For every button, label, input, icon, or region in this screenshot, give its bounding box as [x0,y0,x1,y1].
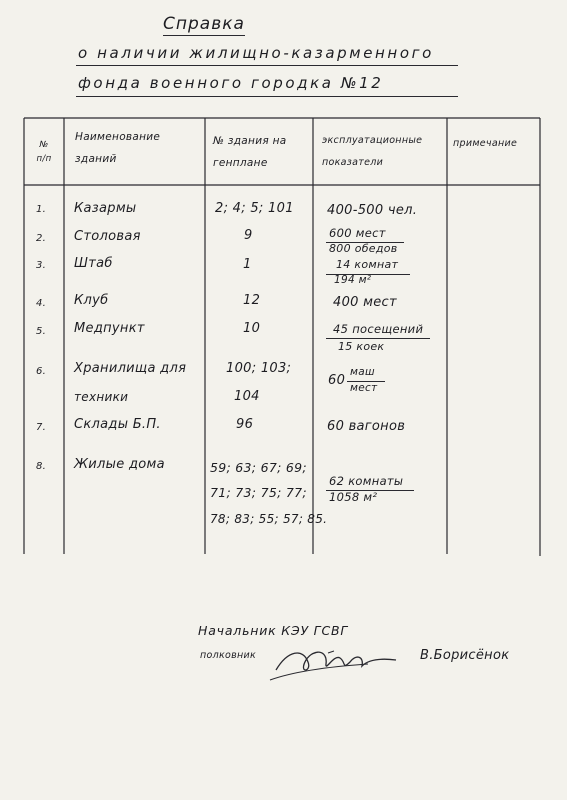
row-5-building: 10 [243,321,261,336]
document-title: Справка [163,14,245,34]
signatory-rank: полковник [200,650,257,661]
row-8-building-line3: 78; 83; 55; 57; 85. [210,512,328,526]
row-8-operations-bottom: 1058 м² [329,490,378,504]
row-3-number: 3. [36,260,47,271]
column-header-number [30,138,58,166]
row-6-operations-number: 60 [328,373,346,388]
column-header-notes: примечание [453,138,518,149]
signatory-name: В.Борисёнок [420,648,510,663]
column-header-operations-line1: эксплуатационные [322,135,423,146]
handwritten-signature [268,640,408,685]
column-header-name [75,126,160,170]
column-header-operations [322,130,422,174]
row-6-building-line1: 100; 103; [226,361,292,376]
row-1-number: 1. [36,204,47,215]
row-4-building: 12 [243,293,261,308]
column-header-operations-line2: показатели [322,157,384,168]
row-8-name: Жилые дома [74,457,165,472]
row-4-number: 4. [36,298,47,309]
row-7-name: Склады Б.П. [74,417,161,432]
row-5-number: 5. [36,326,47,337]
row-8-building-line2: 71; 73; 75; 77; [210,485,307,500]
row-7-number: 7. [36,422,47,433]
row-4-operations: 400 мест [333,295,397,310]
row-3-operations-bottom: 194 м² [334,274,372,286]
row-3-name: Штаб [74,256,113,271]
row-1-name: Казармы [74,201,137,216]
row-6-name-line2: техники [74,390,129,404]
column-header-name-line1: Наименование [75,131,161,143]
row-7-building: 96 [236,417,254,432]
column-header-name-line2: зданий [75,153,117,165]
row-5-operations-divider [326,338,430,339]
column-header-number-top: № [39,140,49,150]
row-3-operations-top: 14 комнат [336,258,399,271]
row-7-operations: 60 вагонов [327,419,406,434]
row-1-operations: 400-500 чел. [327,203,418,218]
row-8-operations-top: 62 комнаты [329,474,404,488]
document-subtitle-line-2: фонда военного городка №12 [78,74,384,92]
row-6-building-line2: 104 [234,389,260,404]
row-2-name: Столовая [74,229,141,244]
row-2-operations-bottom: 800 обедов [329,242,398,255]
row-5-operations-top: 45 посещений [333,322,424,336]
row-5-name: Медпункт [74,321,145,336]
row-2-operations-top: 600 мест [329,226,386,240]
row-2-building: 9 [244,228,253,243]
signatory-position: Начальник КЭУ ГСВГ [198,623,349,638]
row-4-name: Клуб [74,293,109,308]
row-8-number: 8. [36,461,47,472]
row-5-operations-bottom: 15 коек [338,340,385,353]
document-subtitle-line-1: о наличии жилищно-казарменного [78,44,434,62]
row-1-building: 2; 4; 5; 101 [215,201,294,216]
row-2-number: 2. [36,233,47,244]
row-6-number: 6. [36,366,47,377]
row-3-building: 1 [243,257,252,272]
row-6-name-line1: Хранилища для [74,361,187,376]
column-header-building-line2: генплане [213,157,268,169]
column-header-building [213,130,286,174]
row-8-building-line1: 59; 63; 67; 69; [210,460,307,475]
row-6-operations-top: маш [350,366,375,378]
column-header-building-line1: № здания на [213,135,287,147]
column-header-number-bottom: п/п [36,154,52,164]
row-6-operations-bottom: мест [350,382,378,394]
